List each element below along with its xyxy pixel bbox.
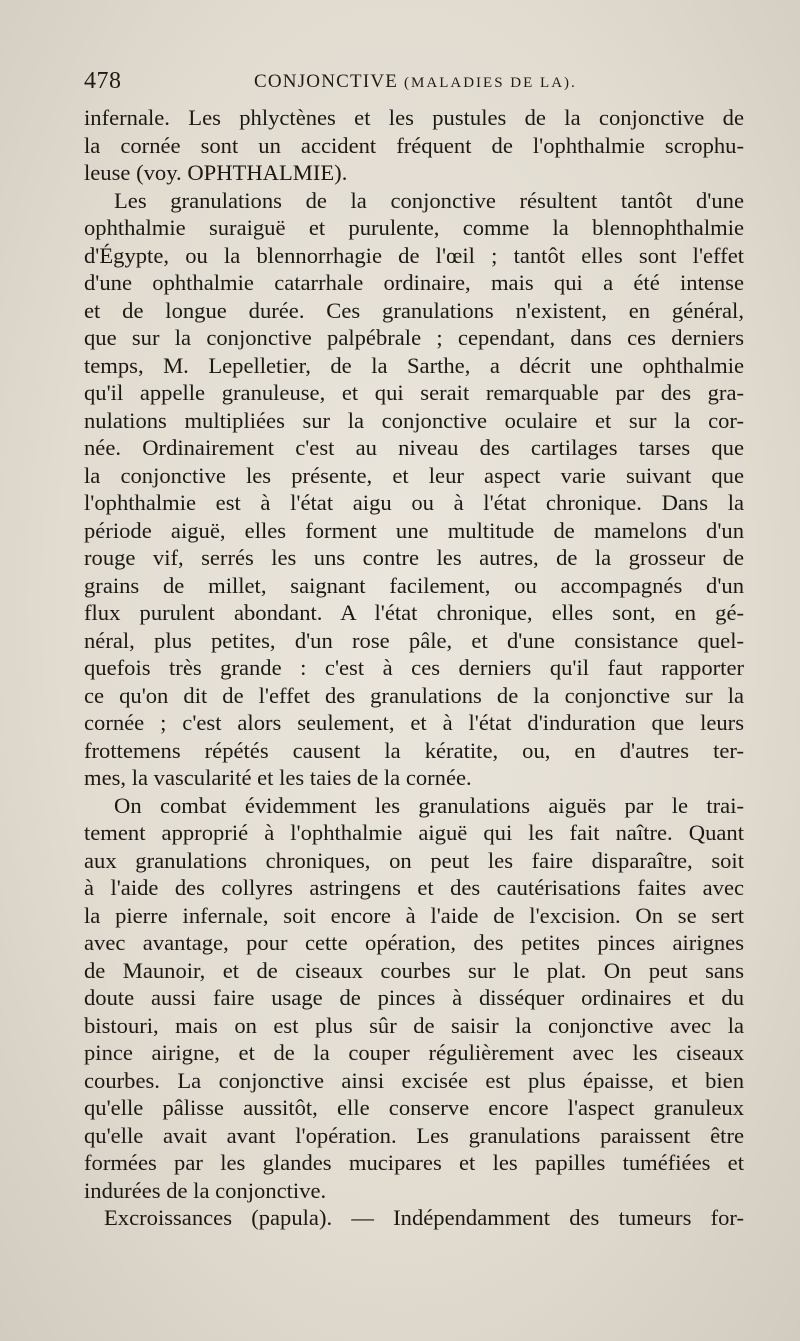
text-line: avec avantage, pour cette opération, des petites pinces airignes xyxy=(84,930,744,955)
text-line: leuse (voy. OPHTHALMIE). xyxy=(84,160,348,185)
text-line: nulations multipliées sur la conjonctive oculaire et sur la cor- xyxy=(84,407,744,433)
running-head xyxy=(254,71,577,93)
page-header xyxy=(84,66,746,102)
text-line: la cornée sont un accident fréquent de l'ophthalmie scrophu- xyxy=(84,132,744,158)
text-line: de Maunoir, et de ciseaux courbes sur le plat. On peut sans xyxy=(84,957,744,983)
text-line: doute aussi faire usage de pinces à disséquer ordinaires et du xyxy=(84,985,744,1010)
text-line: mes, la vascularité et les taies de la cornée. xyxy=(84,765,472,790)
text-line: infernale. Les phlyctènes et les pustules de la conjonctive de xyxy=(84,105,744,130)
text-line: quefois très grande : c'est à ces derniers qu'il faut rapporter xyxy=(84,655,744,680)
text-line: la conjonctive les présente, et leur aspect varie suivant que xyxy=(84,462,744,488)
text-line: née. Ordinairement c'est au niveau des cartilages tarses que xyxy=(84,435,744,460)
text-line: période aiguë, elles forment une multitude de mamelons d'un xyxy=(84,517,744,543)
text-line: temps, M. Lepelletier, de la Sarthe, a décrit une ophthalmie xyxy=(84,352,744,378)
text-line: frottemens répétés causent la kératite, ou, en d'autres ter- xyxy=(84,737,744,763)
text-line: néral, plus petites, d'un rose pâle, et d'une consistance quel- xyxy=(84,627,744,653)
running-head-subtitle: (MALADIES DE LA). xyxy=(404,75,577,91)
text-line: ce qu'on dit de l'effet des granulations de la conjonctive sur la xyxy=(84,682,744,708)
text-line: formées par les glandes mucipares et les papilles tuméfiées et xyxy=(84,1150,744,1175)
text-line: Les granulations de la conjonctive résultent tantôt d'une xyxy=(114,187,744,213)
text-line: indurées de la conjonctive. xyxy=(84,1177,327,1203)
text-line: On combat évidemment les granulations aiguës par le trai- xyxy=(114,792,744,818)
text-line: pince airigne, et de la couper régulièrement avec les ciseaux xyxy=(84,1040,744,1065)
text-line: grains de millet, saignant facilement, ou accompagnés d'un xyxy=(84,572,744,598)
text-line: d'Égypte, ou la blennorrhagie de l'œil ; tantôt elles sont l'effet xyxy=(84,242,744,268)
text-line: tement approprié à l'ophthalmie aiguë qui les fait naître. Quant xyxy=(84,820,744,845)
text-line: que sur la conjonctive palpébrale ; cependant, dans ces derniers xyxy=(84,325,744,350)
running-head-title: CONJONCTIVE xyxy=(254,71,399,92)
text-line: et de longue durée. Ces granulations n'existent, en général, xyxy=(84,297,744,323)
text-line: bistouri, mais on est plus sûr de saisir la conjonctive avec la xyxy=(84,1012,744,1038)
text-line: qu'il appelle granuleuse, et qui serait remarquable par des gra- xyxy=(84,380,744,405)
text-line: aux granulations chroniques, on peut les faire disparaître, soit xyxy=(84,847,744,873)
text-line: à l'aide des collyres astringens et des cautérisations faites avec xyxy=(84,875,744,900)
text-line: d'une ophthalmie catarrhale ordinaire, mais qui a été intense xyxy=(84,270,744,295)
text-line: ophthalmie suraiguë et purulente, comme la blennophthalmie xyxy=(84,215,744,240)
body-text xyxy=(84,104,744,1232)
text-line: qu'elle avait avant l'opération. Les granulations paraissent être xyxy=(84,1122,744,1148)
text-line: la pierre infernale, soit encore à l'aide de l'excision. On se sert xyxy=(84,902,744,928)
text-line: Excroissances (papula). — Indépendamment des tumeurs for- xyxy=(104,1205,744,1230)
page-number: 478 xyxy=(84,68,122,94)
text-line: courbes. La conjonctive ainsi excisée est plus épaisse, et bien xyxy=(84,1067,744,1093)
text-line: flux purulent abondant. A l'état chronique, elles sont, en gé- xyxy=(84,600,744,625)
text-line: cornée ; c'est alors seulement, et à l'état d'induration que leurs xyxy=(84,710,744,735)
text-line: rouge vif, serrés les uns contre les autres, de la grosseur de xyxy=(84,545,744,570)
text-line: l'ophthalmie est à l'état aigu ou à l'état chronique. Dans la xyxy=(84,490,744,515)
text-line: qu'elle pâlisse aussitôt, elle conserve encore l'aspect granuleux xyxy=(84,1095,744,1120)
